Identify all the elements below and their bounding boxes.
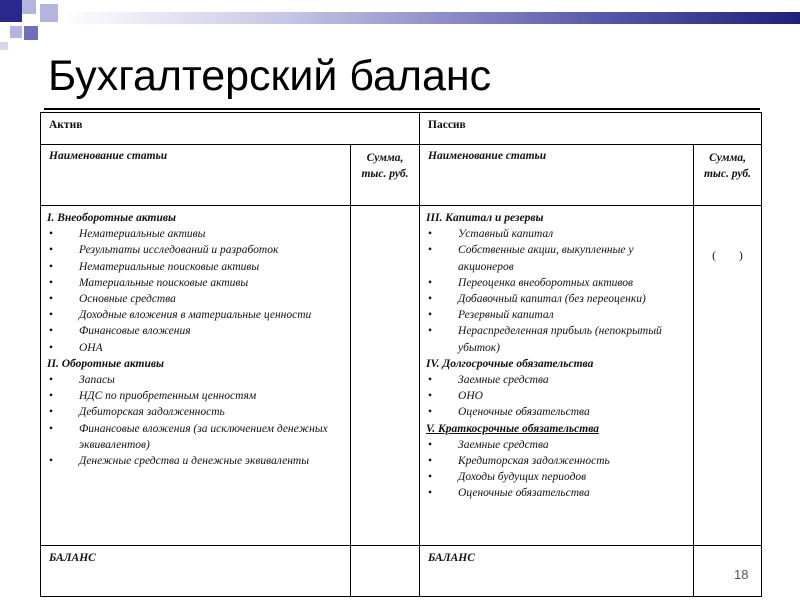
list-item: • Оценочные обязательства [426, 485, 687, 501]
asset-list-1 [47, 226, 344, 356]
list-item: • Переоценка внеоборотных активов [426, 275, 687, 291]
corner-square-light [22, 0, 36, 14]
list-item: • НДС по приобретенным ценностям [47, 388, 344, 404]
slide-title: Бухгалтерский баланс [48, 52, 492, 100]
list-item: • Доходные вложения в материальные ценности [47, 307, 344, 323]
table-footer-row [41, 546, 762, 597]
section-heading: II. Оборотные активы [47, 357, 165, 370]
balance-label-left: БАЛАНС [41, 546, 351, 597]
section-heading: III. Капитал и резервы [426, 212, 544, 224]
list-item: • Собственные акции, выкупленные у акционеров [426, 242, 687, 274]
corner-square-light [40, 4, 58, 22]
sum-placeholder: ( ) [712, 250, 743, 262]
list-item: • Нематериальные поисковые активы [47, 259, 344, 275]
balance-sum-right [694, 546, 762, 597]
balance-sum-left [351, 546, 420, 597]
list-item: • Денежные средства и денежные эквиваленты [47, 453, 344, 469]
list-item: • Оценочные обязательства [426, 404, 687, 420]
list-item: • ОНО [426, 388, 687, 404]
column-header-row [41, 145, 762, 206]
liability-col-name: Наименование статьи [420, 145, 694, 206]
list-item: • Доходы будущих периодов [426, 469, 687, 485]
list-item: • Резервный капитал [426, 307, 687, 323]
list-item: • Заемные средства [426, 437, 687, 453]
list-item: • ОНА [47, 340, 344, 356]
list-item: • Нераспределенная прибыль (непокрытый убыток) [426, 323, 687, 355]
asset-header: Актив [41, 113, 420, 145]
liability-header: Пассив [420, 113, 762, 145]
asset-col-sum: Сумма, тыс. руб. [351, 145, 420, 206]
header-gradient-bar [60, 12, 800, 24]
liability-items-cell [420, 206, 694, 546]
list-item: • Добавочный капитал (без переоценки) [426, 291, 687, 307]
balance-label-right: БАЛАНС [420, 546, 694, 597]
corner-square-mid [24, 26, 38, 40]
list-item: • Дебиторская задолженность [47, 404, 344, 420]
liability-sum-cell [694, 206, 762, 546]
list-item: • Кредиторская задолженность [426, 453, 687, 469]
list-item: • Нематериальные активы [47, 226, 344, 242]
list-item: • Заемные средства [426, 372, 687, 388]
section-heading: V. Краткосрочные обязательства [426, 422, 600, 435]
corner-square-light [10, 26, 22, 38]
list-item: • Запасы [47, 372, 344, 388]
asset-sum-cell [351, 206, 420, 546]
list-item: • Уставный капитал [426, 226, 687, 242]
list-item: • Финансовые вложения (за исключением денежных эквивалентов) [47, 421, 344, 453]
list-item: • Основные средства [47, 291, 344, 307]
asset-items-cell [41, 206, 351, 546]
list-item: • Результаты исследований и разработок [47, 242, 344, 258]
corner-square-light [0, 42, 8, 50]
asset-col-name: Наименование статьи [41, 145, 351, 206]
corner-square-dark [0, 0, 22, 22]
list-item: • Финансовые вложения [47, 323, 344, 339]
asset-list-2 [47, 372, 344, 469]
balance-table [40, 112, 762, 597]
page-number: 18 [734, 567, 749, 582]
title-underline [44, 108, 760, 110]
section-heading: I. Внеоборотные активы [47, 212, 176, 224]
table-header-row [41, 113, 762, 145]
liability-col-sum: Сумма, тыс. руб. [694, 145, 762, 206]
liability-list-4 [426, 372, 687, 421]
table-body-row [41, 206, 762, 546]
section-heading: IV. Долгосрочные обязательства [426, 357, 594, 370]
list-item: • Материальные поисковые активы [47, 275, 344, 291]
liability-list-3 [426, 226, 687, 356]
liability-list-5 [426, 437, 687, 502]
